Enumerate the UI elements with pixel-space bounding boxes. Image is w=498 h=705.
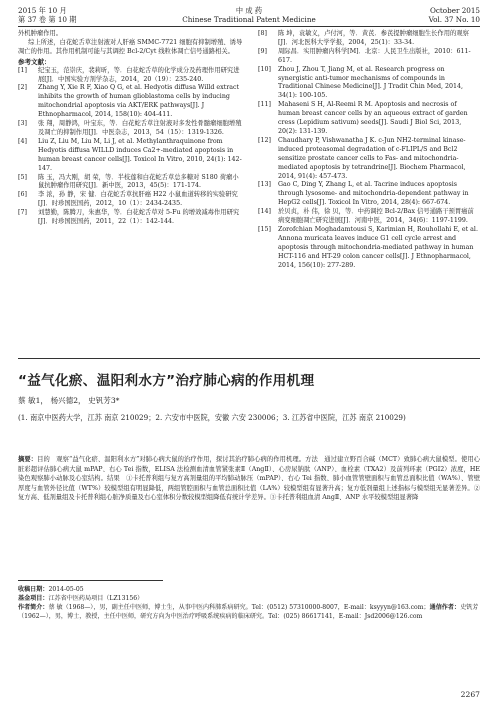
reference-text: 纪宝玉，范崇庆，裴莉昕，等．白花蛇舌草的化学成分及药理作用研究进展[J]．中国实验方剂学杂志，2014，20（19）：235-240. [38, 66, 240, 83]
header-center [18, 6, 480, 24]
reference-text: 刘慧勤，陈腾刀，朱惠华，等．白花蛇舌草对 5-Fu 的增效减毒作用研究[J]．时珍国医国药，2011，22（1）：142-144. [38, 209, 240, 226]
received-date: 2014-05-05 [48, 586, 84, 593]
footnote: 收稿日期：2014-05-05 基金项目：江苏省中医药局项目（LZ13156） 作者简介：蔡 敏（1968—），男，副主任中医师，博士生，从事中医内科肺系病研究。Tel：(0512) 57310000-8007，E-mail：ksyyyn@163.com；通信作者：史钒芳（1962—），男，博士，教授，主任中医师，研究方向为中医治疗呼吸系统疾病的临床研究。Tel：(025) 86617141，E-mail：Jsd2006@126.com [18, 586, 479, 620]
reference-number: [4] [18, 137, 27, 145]
journal-name-en: Chinese Traditional Patent Medicine [182, 15, 316, 24]
reference-item [258, 226, 480, 271]
reference-number: [8] [258, 30, 267, 37]
references-list-right [258, 30, 480, 270]
reference-text: 周际昌．实用肿瘤内科学[M]．北京：人民卫生出版社，2010：611-617. [278, 47, 471, 64]
reference-text: Gao C, Ding Y, Zhang L, et al. Tacrine induces apoptosis through lysosome- and mitochondria-dependent pathway in HepG2 cells[J]. Toxicol In Vitro, 2014, 28(4): 667-674. [278, 181, 469, 207]
reference-item [258, 137, 480, 182]
reference-number: [2] [18, 84, 27, 92]
left-column [18, 30, 244, 227]
references-heading: 参考文献： [18, 57, 51, 66]
header-right [429, 6, 480, 24]
reference-number: [12] [258, 136, 271, 144]
reference-item [18, 120, 244, 138]
received-label: 收稿日期： [18, 586, 49, 593]
fund-label: 基金项目： [18, 595, 49, 602]
reference-text: 陈 玉，冯大刚，胡 荣，等．半枝莲和白花蛇舌草总多糖对 S180 荷瘤小鼠抗肿瘤作用研究[J]．新中医，2013，45(5)：171-174. [38, 173, 239, 190]
header-rule [18, 26, 480, 27]
reference-item [258, 208, 480, 226]
reference-text: Zhang Y, Xie R F, Xiao Q G, et al. Hedyotis diffusa Willd extract inhibits the growth of human glioblastoma cells by inducing mitochondrial apoptosis via AKT/ERK pathways[J]. J Ethnopharmacol, 2014, 158(10): 404-411. [38, 84, 240, 119]
article-separator-rule [18, 358, 480, 359]
reference-number: [9] [258, 47, 267, 55]
reference-text: Chaudhary P, Vishwanatha J K. c-Jun NH2-terminal kinase-induced proteasomal degradation of c-FLIPL/S and Bcl2 sensitize prostate cancer cells to Fas- and mitochondria-mediated apoptosis by tetrandrine[J]. Biochem Pharmacol, 2014, 91(4): 457-473. [278, 136, 466, 180]
article-affiliations: (1. 南京中医药大学，江苏 南京 210029；2. 六安市中医院，安徽 六安 230006；3. 江苏省中医院，江苏 南京 210029) [18, 413, 406, 422]
reference-item [258, 48, 480, 66]
body-paragraph: 外机肿瘤作用。 [18, 30, 63, 37]
reference-number: [10] [258, 65, 271, 73]
header-date-en: October 2015 [429, 6, 480, 15]
fund-text: 江苏省中医药局项目（LZ13156） [48, 595, 144, 602]
header-volume-en: Vol. 37 No. 10 [428, 15, 480, 24]
reference-number: [1] [18, 66, 27, 74]
reference-text: Zhou J, Zhou T, Jiang M, et al. Research progress on synergistic anti-tumor mechanisms of compounds in Traditional Chinese Medicine[J]. J Tradit Chin Med, 2014, 34(1): 100-105. [278, 65, 464, 100]
corresponding-author-text: 史钒芳（1962—），男，博士，教授，主任中医师，研究方向为中医治疗呼吸系统疾病的临床研究。Tel：(025) 86617141，E-mail：Jsd2006@126.com [18, 604, 479, 620]
header-volume-cn: 第 37 卷 第 10 期 [18, 15, 77, 24]
reference-text: Mahaseni S H, Al-Reemi R M. Apoptosis and necrosis of human breast cancer cells by an aqueous extract of garden cress (Lepidium sativum) seeds[J]. Saudi J Biol Sci, 2013, 20(2): 131-139. [278, 101, 468, 135]
author-info-label: 作者简介： [18, 604, 49, 611]
reference-number: [14] [258, 208, 271, 216]
reference-text: 於贝贞，朴 伟，徐 贝，等．中药调控 Bcl-2/Bax 信号通路干预胃癌前病变细胞凋亡研究进展[J]．河南中医，2014，34(6)：1197-1199. [278, 208, 474, 225]
reference-item [258, 181, 480, 208]
reference-number: [6] [18, 191, 27, 199]
article-authors: 蔡 敏1， 杨兴德2， 史钒芳3* [18, 396, 120, 405]
abstract-text: 目的 观察“益气化瘀、温阳利水方”对肺心病大鼠的治疗作用，探讨其治疗肺心病的作用机理。方法 通过建立野百合碱（MCT）致肺心病大鼠模型。使用心脏彩超评估肺心病大鼠 mPAP、右心 Tei 指数，ELISA 法检测血清血管紧张素Ⅱ（AngⅡ）、心房尿钠肽（ANP）、血栓素（TXA2）及前列环素（PGI2）浓度，HE 染色观察肺小动脉及心室结构。结果 ①卡托普利组与复方高剂量组的平均肺动脉压（mPAP）、右心 Tei 指数、肺小血管管壁面积与血管总面积比值（WA%）、管壁厚度与血管外径比值（WT%）较模型组有明显降低，两组管腔面积与血管总面积比值（LA%）较模型组有显著升高；复方低剂量组上述指标与模型组无显著差异。②复方高、低剂量组及卡托普利组心脏净质量及右心室体积分数较模型组降低有统计学差异。③卡托普利组血清 AngⅡ、ANP 水平较模型组显著降 [18, 456, 481, 502]
page-number: 2267 [460, 690, 480, 699]
reference-item [258, 66, 480, 102]
reference-text: 陈 坤，袁敏义，卢付河，等．黄芪．参芪提肿瘤细胞生长作用的观察[J]．河北医科大学学报，2004，25(1)：33-34. [278, 30, 469, 46]
corresponding-author-label: 通信作者： [429, 604, 461, 611]
reference-item [18, 138, 244, 174]
right-column [258, 30, 480, 270]
reference-number: [7] [18, 209, 27, 217]
abstract-label: 摘要： [18, 456, 38, 463]
reference-text: 李 浓，孙 静，宋 健．白花蛇舌草抗肝癌 H22 小鼠血道转移的实验研究[J]．时珍国医国药，2012，10（1）：2434-2435. [38, 191, 238, 208]
abstract [18, 455, 480, 503]
reference-item [18, 84, 244, 120]
reference-item [258, 101, 480, 137]
reference-text: Liu Z, Liu M, Liu M, Li J, et al. Methylanthraquinone from Hedyotis diffusa WILLD induces Ca2+-mediated apoptosis in human breast cancer cells[J]. Toxicol In Vitro, 2010, 24(1): 142-147. [38, 137, 242, 172]
reference-item [258, 30, 480, 48]
header-date: 2015 年 10 月 [18, 6, 67, 15]
reference-number: [5] [18, 173, 27, 181]
reference-item [18, 191, 244, 209]
reference-item [18, 209, 244, 227]
body-paragraph: 综上所述，白花蛇舌草注射液对人肝癌 SMMC-7721 细胞有抑制增殖、诱导凋亡的作用。其作用机制可能与其调控 Bcl-2/Cyt 线粒体凋亡信号通路相关。 [18, 38, 243, 55]
reference-number: [3] [18, 120, 27, 128]
reference-item [18, 67, 244, 85]
article-title: “益气化瘀、温阳利水方”治疗肺心病的作用机理 [18, 373, 315, 389]
reference-number: [15] [258, 225, 271, 233]
reference-text: Zorofchian Moghadamtousi S, Karimian H, Rouhollahi E, et al. Annona muricata leaves induce G1 cell cycle arrest and apoptosis through mitochondria-mediated pathway in human HCT-116 and HT-29 colon cancer cells[J]. J Ethnopharmacol, 2014, 156(10): 277-289. [278, 225, 478, 269]
reference-text: 张 翔，周静鸿，叶宝东，等．白花蛇舌草注射液对多发性骨髓瘤细胞增殖及凋亡的抑制作用[J]．中医杂志，2013，54（15）：1319-1326. [38, 120, 242, 136]
reference-item [18, 174, 244, 192]
author-info-text: 蔡 敏（1968—），男，副主任中医师，博士生，从事中医内科肺系病研究。Tel：(0512) 57310000-8007，E-mail：ksyyyn@163.com [48, 604, 424, 611]
reference-number: [11] [258, 101, 271, 109]
reference-number: [13] [258, 181, 271, 189]
footnote-rule [18, 580, 163, 581]
journal-name-cn: 中 成 药 [235, 6, 263, 15]
references-list-left [18, 67, 244, 227]
